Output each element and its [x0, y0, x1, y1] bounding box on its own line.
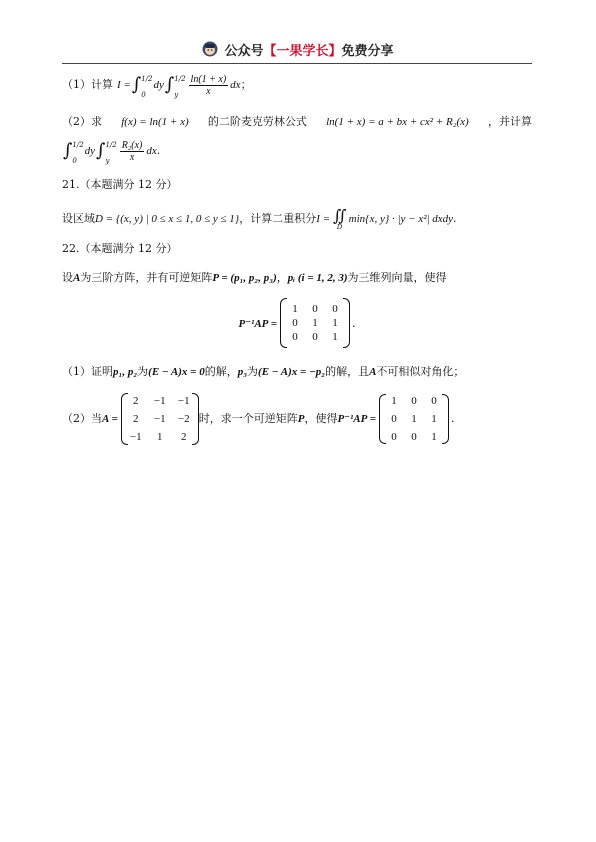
q22-part2-text1: 时，求一个可逆矩阵: [198, 412, 298, 425]
q20-part1-inner-lower: y: [174, 91, 179, 99]
q22-eq-end: .: [352, 316, 356, 330]
matrix-a: [121, 392, 199, 446]
q22-part1-text3: 为: [247, 365, 259, 378]
right-bracket: [442, 394, 449, 444]
double-integral-sign-icon: ∬: [333, 205, 347, 225]
q21-title: 21.（本题满分 12 分）: [62, 178, 178, 191]
q20-part2-outer-lower: 0: [72, 157, 77, 165]
q22-pi: pᵢ (i = 1, 2, 3): [287, 272, 348, 284]
q22-part1-text4: 的解，且: [325, 365, 370, 378]
q21-text1: 设区域: [62, 212, 95, 225]
q22-matrix-a: A: [73, 272, 81, 284]
matrix-a-grid: [128, 392, 192, 446]
integral-sign-icon: ∫: [131, 74, 142, 95]
q21-double-integral: [332, 205, 347, 231]
q20-part2-inner-limits: [105, 137, 116, 165]
q22-part2: [62, 392, 532, 446]
matrix-j-grid: [287, 302, 343, 344]
q22-part2-a: A =: [102, 413, 118, 425]
header-accent: 【一果学长】: [263, 43, 342, 59]
matrix-j2-cell: 0: [411, 431, 417, 443]
matrix-j2-cell: 0: [411, 395, 417, 407]
q22-intro1: 设: [62, 271, 73, 284]
matrix-a-cell: −1: [129, 431, 142, 443]
q20-part2-mid: 的二阶麦克劳林公式: [207, 115, 307, 128]
q20-part1-numerator: ln(1 + x): [190, 73, 227, 85]
q20-part2-label: （2）求: [62, 115, 102, 128]
q22-part1-p3: p₃: [237, 366, 248, 378]
q22-part1-label: （1）证明: [62, 365, 113, 378]
matrix-a-cell: 2: [133, 395, 139, 407]
q21-integral-lhs: I =: [316, 213, 331, 225]
integral-sign-icon: ∫: [96, 140, 106, 161]
q22-part2-label: （2）当: [62, 412, 102, 425]
q22-part2-text2: ，使得: [304, 412, 338, 425]
matrix-j2-cell: 1: [391, 395, 397, 407]
matrix-j-cell: 0: [312, 331, 318, 343]
q22-part1-text5: 不可相似对角化；: [376, 365, 465, 378]
q22-eq-lhs: P⁻¹AP =: [238, 317, 277, 330]
q20-part2-function: f(x) = ln(1 + x): [121, 116, 189, 128]
q20-part1-outer-limits: [141, 71, 152, 99]
right-bracket: [192, 393, 199, 445]
left-bracket: [280, 298, 287, 348]
q22-part1-vectors: p₁, p₂: [113, 366, 138, 378]
right-bracket: [343, 298, 350, 348]
q20-part1-end: ；: [240, 78, 252, 91]
q21-text2: ，计算二重积分: [239, 212, 317, 225]
q20-part1-outer-upper: 1/2: [141, 75, 153, 83]
matrix-a-cell: −1: [177, 395, 190, 407]
matrix-a-cell: −1: [153, 395, 166, 407]
q20-part2-numerator: R₂(x): [121, 139, 143, 151]
q22-part2-eq: P⁻¹AP =: [337, 413, 376, 425]
matrix-j-cell: 1: [332, 331, 338, 343]
matrix-j-cell: 0: [292, 331, 298, 343]
q22-p-definition: P = (p₁, p₂, p₃): [212, 272, 277, 284]
q22-intro2: 为三阶方阵，并有可逆矩阵: [80, 271, 213, 284]
q22-part1-text1: 为: [137, 365, 149, 378]
q21-body: [62, 204, 532, 234]
matrix-j2-cell: 0: [391, 431, 397, 443]
q20-part2-end-dot: .: [156, 144, 161, 157]
q20-part2-end: ，并计算: [487, 115, 532, 128]
q20-part1-lhs: I =: [117, 79, 131, 91]
matrix-j2-grid: [386, 392, 442, 446]
q22-intro: [62, 270, 532, 286]
q20-part1-dx: dx: [230, 79, 241, 91]
q22-equation: [62, 298, 532, 348]
matrix-j: [280, 298, 350, 348]
matrix-j2-cell: 1: [411, 413, 417, 425]
q20-part2-formula: ln(1 + x) = a + bx + cx² + R₂(x): [326, 116, 469, 128]
q22-part1-eq1: (E − A)x = 0: [148, 366, 205, 378]
q20-part1-fraction: [189, 74, 229, 97]
q20-part2-dx: dx: [146, 145, 157, 157]
q21-integral-domain: D: [336, 222, 342, 231]
matrix-a-cell: 2: [181, 431, 187, 443]
q22-part1: [62, 364, 532, 380]
q20-part2-inner-upper: 1/2: [105, 141, 117, 149]
matrix-a-cell: 1: [157, 431, 163, 443]
matrix-j2-cell: 1: [431, 413, 437, 425]
matrix-j2-cell: 0: [391, 413, 397, 425]
q20-part2-inner-lower: y: [105, 157, 110, 165]
matrix-j-cell: 0: [312, 303, 318, 315]
q20-part1-outer-lower: 0: [141, 91, 146, 99]
q20-part1-inner-upper: 1/2: [174, 75, 186, 83]
matrix-j-cell: 0: [332, 303, 338, 315]
page-content: [62, 66, 532, 446]
q22-part2-p: P: [297, 413, 305, 425]
header-prefix: 公众号: [224, 43, 264, 59]
q22-part1-a: A: [369, 366, 377, 378]
q21-end: .: [453, 212, 457, 225]
q20-part1-inner-limits: [174, 71, 185, 99]
matrix-j2-cell: 1: [431, 431, 437, 443]
q20-part1-dy: dy: [153, 79, 164, 91]
q20-part1-denominator: x: [206, 85, 211, 97]
q22-title: 22.（本题满分 12 分）: [62, 242, 178, 255]
header-divider: [62, 63, 532, 64]
matrix-a-cell: 2: [133, 413, 139, 425]
header-suffix: 免费分享: [341, 43, 394, 59]
matrix-j2-cell: 0: [431, 395, 437, 407]
matrix-j-cell: 1: [332, 317, 338, 329]
q22-part1-text2: 的解，: [204, 365, 238, 378]
avatar-logo-icon: [202, 41, 218, 57]
q21-integrand: min{x, y} · |y − x²| dxdy: [348, 213, 454, 225]
q20-part2-integral: [62, 134, 532, 168]
matrix-a-cell: −1: [153, 413, 166, 425]
q20-part2-outer-limits: [72, 137, 83, 165]
left-bracket: [121, 393, 128, 445]
q22-part1-eq2: (E − A)x = −p₂: [258, 366, 326, 378]
q20-part2-dy: dy: [84, 145, 96, 157]
matrix-a-cell: −2: [177, 413, 190, 425]
matrix-j-cell: 0: [292, 317, 298, 329]
q22-part2-end: .: [450, 412, 455, 425]
q20-part1: [62, 68, 532, 102]
left-bracket: [379, 394, 386, 444]
matrix-j-2: [379, 392, 449, 446]
q20-part1-label: （1）计算: [62, 78, 113, 91]
q22-intro4: 为三维列向量，使得: [347, 271, 447, 284]
q21-region: D = {(x, y) | 0 ≤ x ≤ 1, 0 ≤ y ≤ 1}: [95, 213, 240, 225]
q20-part2: [62, 114, 532, 130]
q20-part2-denominator: x: [129, 151, 135, 163]
q20-part2-fraction: [120, 140, 145, 163]
matrix-j-cell: 1: [292, 303, 298, 315]
page-header: [0, 36, 596, 62]
q20-part2-outer-upper: 1/2: [72, 141, 84, 149]
q22-intro3: ，: [276, 271, 288, 284]
matrix-j-cell: 1: [312, 317, 318, 329]
integral-sign-icon: ∫: [164, 74, 175, 95]
integral-sign-icon: ∫: [63, 140, 73, 161]
